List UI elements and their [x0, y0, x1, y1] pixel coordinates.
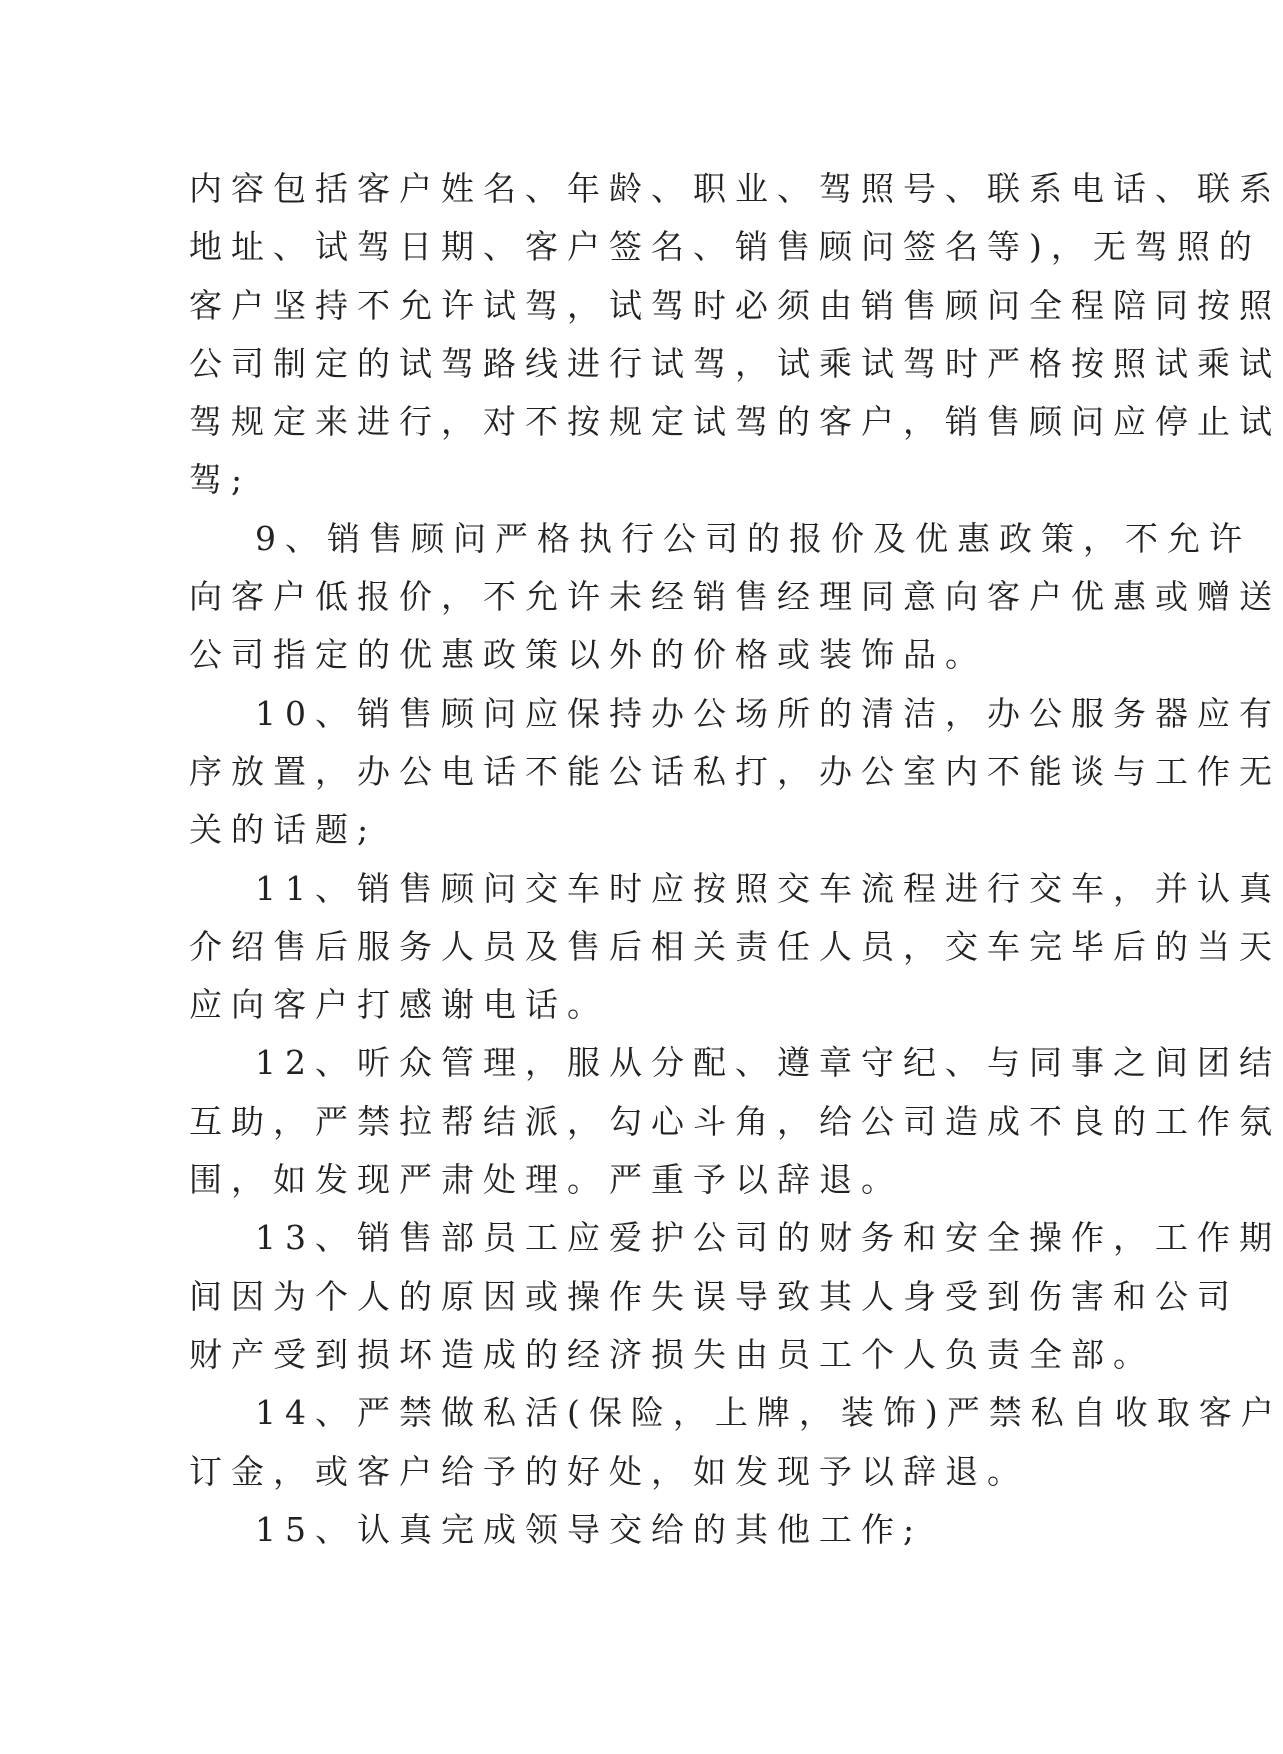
text-line: 序放置，办公电话不能公话私打，办公室内不能谈与工作无 — [189, 751, 1281, 791]
paragraph-item-14 — [189, 1384, 1283, 1501]
text-line: 介绍售后服务人员及售后相关责任人员，交车完毕后的当天 — [189, 926, 1281, 966]
text-line: 驾; — [189, 460, 252, 500]
text-line: 12、听众管理，服从分配、遵章守纪、与同事之间团结 — [255, 1043, 1281, 1083]
text-line: 13、销售部员工应爱护公司的财务和安全操作，工作期 — [255, 1218, 1281, 1258]
paragraph-item-15 — [189, 1501, 1059, 1559]
paragraph-item-9 — [189, 510, 1281, 685]
text-line: 间因为个人的原因或操作失误导致其人身受到伤害和公司 — [189, 1276, 1239, 1316]
text-line: 向客户低报价，不允许未经销售经理同意向客户优惠或赠送 — [189, 577, 1281, 617]
text-line: 内容包括客户姓名、年龄、职业、驾照号、联系电话、联系 — [189, 169, 1281, 208]
text-line: 11、销售顾问交车时应按照交车流程进行交车，并认真 — [255, 868, 1281, 908]
text-line: 驾规定来进行，对不按规定试驾的客户，销售顾问应停止试 — [189, 402, 1281, 442]
paragraph-item-11 — [189, 860, 1281, 1035]
paragraph-item-13 — [189, 1209, 1281, 1384]
text-line: 公司指定的优惠政策以外的价格或装饰品。 — [189, 635, 987, 675]
document-page — [189, 160, 1283, 1559]
paragraph-test-drive-continued — [189, 160, 1281, 510]
paragraph-item-12 — [189, 1034, 1281, 1209]
text-line: 14、严禁做私活(保险，上牌，装饰)严禁私自收取客户 — [255, 1393, 1283, 1433]
text-line: 公司制定的试驾路线进行试驾，试乘试驾时严格按照试乘试 — [189, 343, 1281, 383]
text-line: 围，如发现严肃处理。严重予以辞退。 — [189, 1160, 903, 1200]
text-line: 10、销售顾问应保持办公场所的清洁，办公服务器应有 — [255, 693, 1281, 733]
paragraph-item-10 — [189, 685, 1281, 860]
text-line: 关的话题; — [189, 810, 378, 850]
text-line: 应向客户打感谢电话。 — [189, 985, 609, 1025]
text-line: 财产受到损坏造成的经济损失由员工个人负责全部。 — [189, 1334, 1155, 1374]
text-line: 客户坚持不允许试驾，试驾时必须由销售顾问全程陪同按照 — [189, 285, 1281, 325]
text-line: 9、销售顾问严格执行公司的报价及优惠政策，不允许 — [255, 518, 1251, 558]
text-line: 订金，或客户给予的好处，如发现予以辞退。 — [189, 1451, 1029, 1491]
text-line: 15、认真完成领导交给的其他工作; — [255, 1509, 924, 1549]
text-line: 地址、试驾日期、客户签名、销售顾问签名等)，无驾照的 — [189, 227, 1261, 267]
text-line: 互助，严禁拉帮结派，勾心斗角，给公司造成不良的工作氛 — [189, 1101, 1281, 1141]
